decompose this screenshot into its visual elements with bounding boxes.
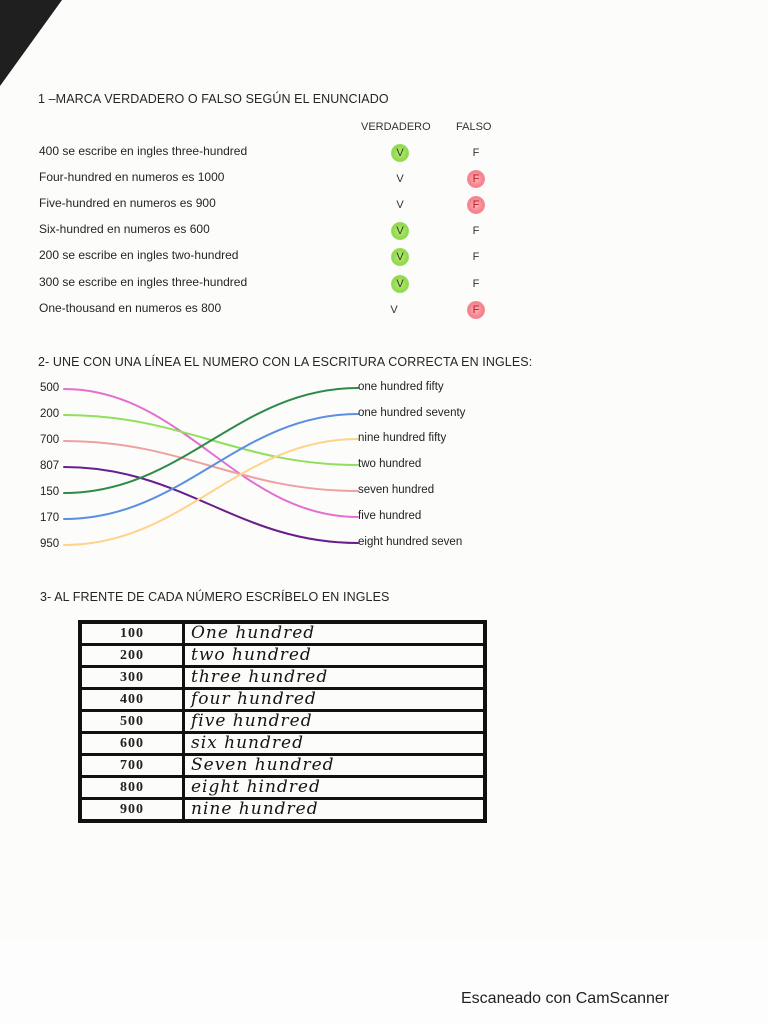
camscanner-watermark: Escaneado con CamScanner	[461, 990, 670, 1007]
connection-line	[64, 389, 358, 517]
answers-table	[78, 620, 487, 823]
table-row	[80, 689, 485, 711]
match-number: 807	[40, 460, 60, 472]
false-option[interactable]: F	[467, 301, 485, 319]
match-word: eight hundred seven	[358, 536, 463, 548]
handwritten-answer[interactable]: eight hindred	[184, 777, 486, 799]
statement-text: Six-hundred en numeros es 600	[39, 222, 210, 236]
table-row	[80, 733, 485, 755]
column-header-true: VERDADERO	[361, 121, 431, 133]
handwritten-answer[interactable]: six hundred	[184, 733, 486, 755]
section3-title: 3- AL FRENTE DE CADA NÚMERO ESCRÍBELO EN INGLES	[40, 590, 390, 604]
connection-line	[64, 467, 358, 543]
true-option[interactable]: V	[396, 199, 404, 211]
statement-text: Five-hundred en numeros es 900	[39, 196, 216, 210]
table-row	[80, 755, 485, 777]
handwritten-answer[interactable]: three hundred	[184, 667, 486, 689]
column-header-false: FALSO	[456, 121, 492, 133]
connection-line	[64, 388, 358, 493]
false-option[interactable]: F	[467, 196, 485, 214]
statement-text: 200 se escribe en ingles two-hundred	[39, 248, 239, 262]
handwritten-answer[interactable]: nine hundred	[184, 799, 486, 822]
false-option[interactable]: F	[472, 278, 480, 290]
match-word: one hundred seventy	[358, 407, 466, 419]
match-word: one hundred fifty	[358, 381, 444, 393]
match-word: two hundred	[358, 458, 422, 470]
match-number: 700	[40, 434, 60, 446]
connection-line	[64, 415, 358, 465]
handwritten-answer[interactable]: Seven hundred	[184, 755, 486, 777]
number-cell: 600	[80, 733, 184, 755]
statement-text: 400 se escribe en ingles three-hundred	[39, 144, 248, 158]
false-option[interactable]: F	[467, 170, 485, 188]
number-cell: 200	[80, 645, 184, 667]
true-option[interactable]: V	[391, 222, 409, 240]
statement-text: 300 se escribe en ingles three-hundred	[39, 275, 248, 289]
connection-line	[64, 414, 358, 519]
false-option[interactable]: F	[472, 147, 480, 159]
true-option[interactable]: V	[391, 144, 409, 162]
connection-line	[64, 441, 358, 491]
number-cell: 300	[80, 667, 184, 689]
handwritten-answer[interactable]: One hundred	[184, 622, 486, 645]
true-option[interactable]: V	[391, 275, 409, 293]
number-cell: 900	[80, 799, 184, 822]
match-number: 150	[40, 486, 60, 498]
table-row	[80, 622, 485, 645]
section1-title: 1 –MARCA VERDADERO O FALSO SEGÚN EL ENUNCIADO	[38, 92, 389, 106]
match-word: nine hundred fifty	[358, 432, 447, 444]
table-row	[80, 799, 485, 822]
number-cell: 800	[80, 777, 184, 799]
number-cell: 100	[80, 622, 184, 645]
number-cell: 400	[80, 689, 184, 711]
table-row	[80, 667, 485, 689]
true-option[interactable]: V	[391, 248, 409, 266]
statement-text: Four-hundred en numeros es 1000	[39, 170, 225, 184]
match-number: 500	[40, 382, 60, 394]
true-option[interactable]: V	[396, 173, 404, 185]
number-cell: 500	[80, 711, 184, 733]
match-word: five hundred	[358, 510, 422, 522]
match-number: 170	[40, 512, 60, 524]
match-word: seven hundred	[358, 484, 435, 496]
table-row	[80, 645, 485, 667]
false-option[interactable]: F	[472, 251, 480, 263]
true-option[interactable]: V	[390, 304, 398, 316]
match-number: 950	[40, 538, 60, 550]
connection-line	[64, 439, 358, 545]
handwritten-answer[interactable]: four hundred	[184, 689, 486, 711]
statement-text: One-thousand en numeros es 800	[39, 301, 222, 315]
scan-corner-shadow	[0, 0, 62, 86]
false-option[interactable]: F	[472, 225, 480, 237]
section2-title: 2- UNE CON UNA LÍNEA EL NUMERO CON LA ESCRITURA CORRECTA EN INGLES:	[38, 355, 533, 369]
number-cell: 700	[80, 755, 184, 777]
table-row	[80, 777, 485, 799]
table-row	[80, 711, 485, 733]
handwritten-answer[interactable]: five hundred	[184, 711, 486, 733]
match-number: 200	[40, 408, 60, 420]
handwritten-answer[interactable]: two hundred	[184, 645, 486, 667]
